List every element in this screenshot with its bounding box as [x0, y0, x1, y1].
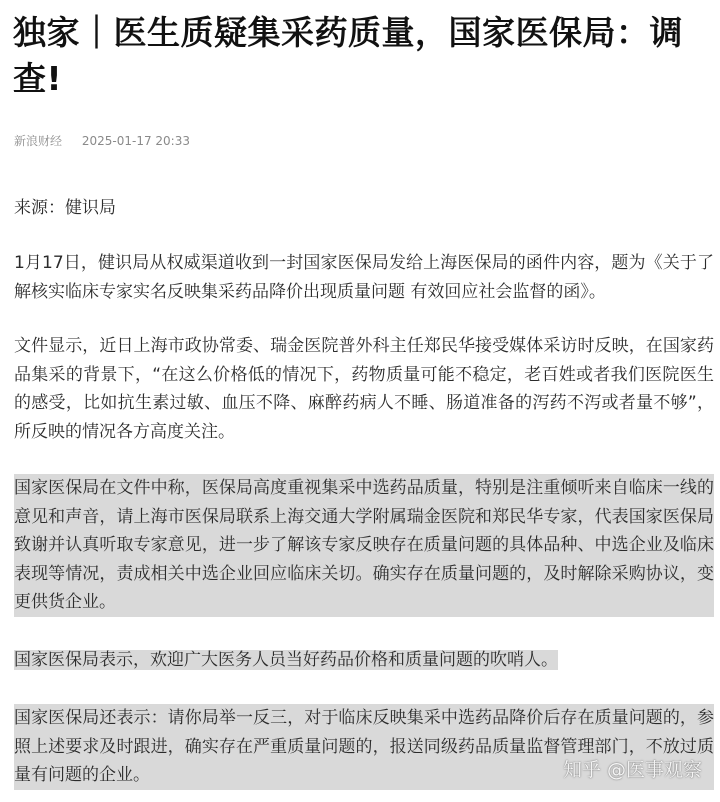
zhihu-watermark: 知乎 @医事观察: [562, 759, 702, 781]
paragraph-5-highlighted: 国家医保局还表示：请你局举一反三，对于临床反映集采中选药品降价后存在质量问题的，参照上述要求及时跟进，确实存在严重质量问题的，报送同级药品质量监督管理部门，不放过质量有问题的企业。: [14, 704, 714, 790]
paragraph-1: 1月17日，健识局从权威渠道收到一封国家医保局发给上海医保局的函件内容，题为《关于了解核实临床专家实名反映集采药品降价出现质量问题 有效回应社会监督的函》。: [14, 253, 714, 302]
paragraph-4-text: 国家医保局表示，欢迎广大医务人员当好药品价格和质量问题的吹哨人。: [14, 650, 558, 670]
article-title: 独家｜医生质疑集采药质量，国家医保局：调查!: [13, 13, 683, 98]
paragraph-3-highlighted: 国家医保局在文件中称，医保局高度重视集采中选药品质量，特别是注重倾听来自临床一线的意见和声音，请上海市医保局联系上海交通大学附属瑞金医院和郑民华专家，代表国家医保局致谢并认真听取专家意见，进一步了解该专家反映存在质量问题的具体品种、中选企业及临床表现等情况，责成相关中选企业回应临床关切。确实存在质量问题的，及时解除采购协议，变更供货企业。: [14, 474, 714, 617]
origin-line: 来源：健识局: [14, 198, 116, 218]
paragraph-4-highlighted: [14, 646, 714, 675]
paragraph-2: 文件显示，近日上海市政协常委、瑞金医院普外科主任郑民华接受媒体采访时反映，在国家药品集采的背景下，“在这么价格低的情况下，药物质量可能不稳定，老百姓或者我们医院医生的感受，比如抗生素过敏、血压不降、麻醉药病人不睡、肠道准备的泻药不泻或者量不够”，所反映的情况各方高度关注。: [14, 336, 714, 442]
article-meta: [14, 133, 190, 149]
publish-time: 2025-01-17 20:33: [81, 134, 190, 148]
source-name[interactable]: 新浪财经: [14, 134, 63, 148]
